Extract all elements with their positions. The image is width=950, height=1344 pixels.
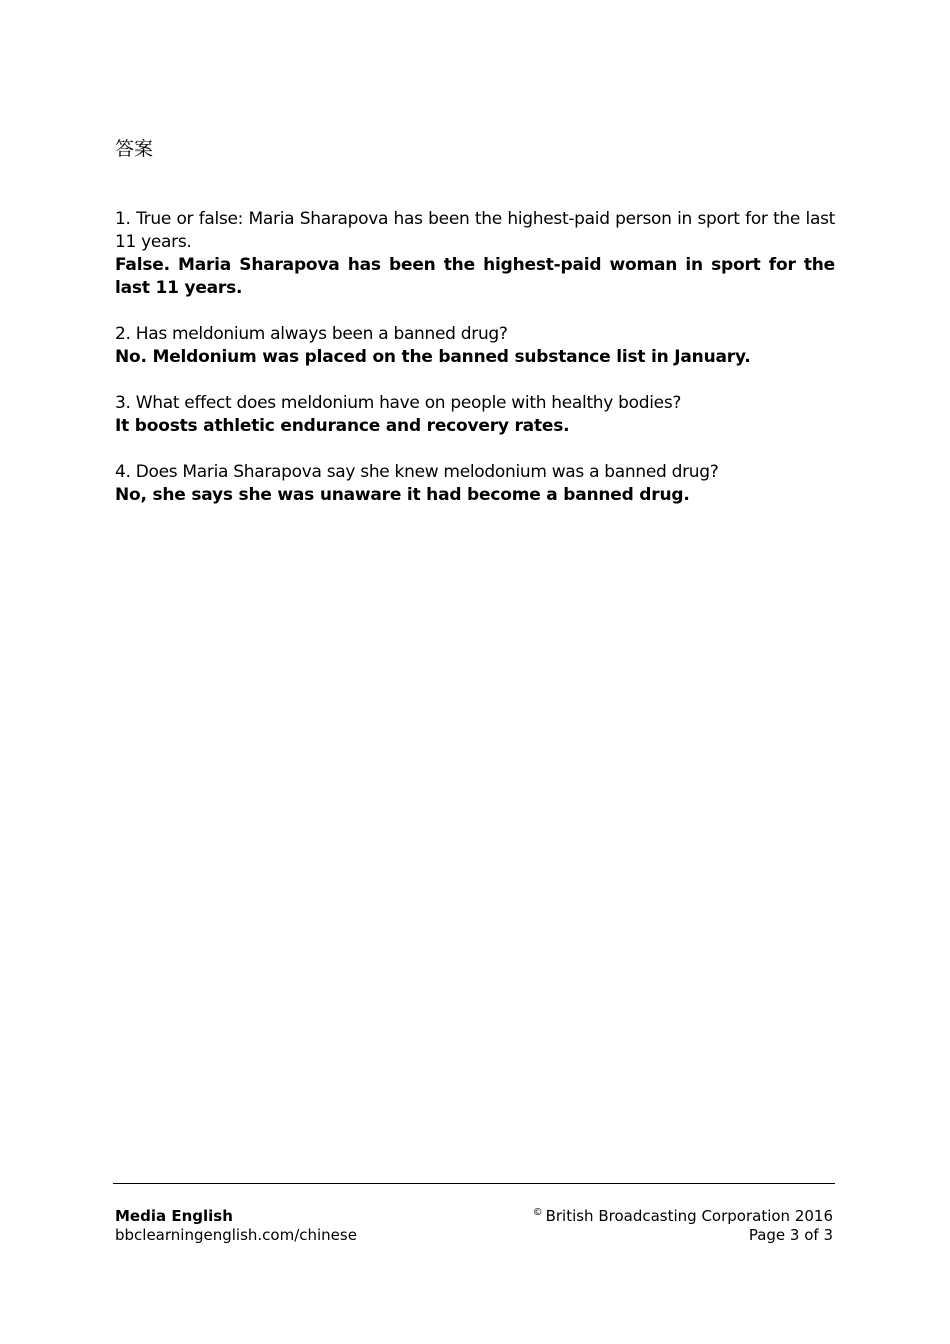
footer-copyright-line xyxy=(533,1207,833,1226)
qa-item-2 xyxy=(115,323,835,369)
page-number: Page 3 of 3 xyxy=(748,1226,833,1244)
question-3: 3. What effect does meldonium have on people with healthy bodies? xyxy=(115,393,682,413)
answer-4: No, she says she was unaware it had become a banned drug. xyxy=(115,485,690,505)
page-title: 答案 xyxy=(115,138,154,160)
answer-1: False. Maria Sharapova has been the highest-paid woman in sport for the last 11 years. xyxy=(115,255,835,298)
footer-copyright: British Broadcasting Corporation 2016 xyxy=(545,1207,833,1225)
footer-left xyxy=(115,1207,357,1245)
question-1: 1. True or false: Maria Sharapova has been the highest-paid person in sport for the last 11 years. xyxy=(115,209,835,252)
footer-brand: Media English xyxy=(115,1207,233,1225)
footer-right xyxy=(533,1207,833,1245)
question-2: 2. Has meldonium always been a banned drug? xyxy=(115,324,508,344)
answer-3: It boosts athletic endurance and recovery rates. xyxy=(115,416,570,436)
answer-list xyxy=(115,208,835,530)
question-4: 4. Does Maria Sharapova say she knew melodonium was a banned drug? xyxy=(115,462,719,482)
footer-url: bbclearningenglish.com/chinese xyxy=(115,1226,357,1244)
qa-item-4 xyxy=(115,461,835,507)
qa-item-3 xyxy=(115,392,835,438)
footer-divider xyxy=(113,1183,835,1184)
copyright-icon: © xyxy=(532,1207,543,1218)
qa-item-1 xyxy=(115,208,835,300)
answer-2: No. Meldonium was placed on the banned substance list in January. xyxy=(115,347,751,367)
